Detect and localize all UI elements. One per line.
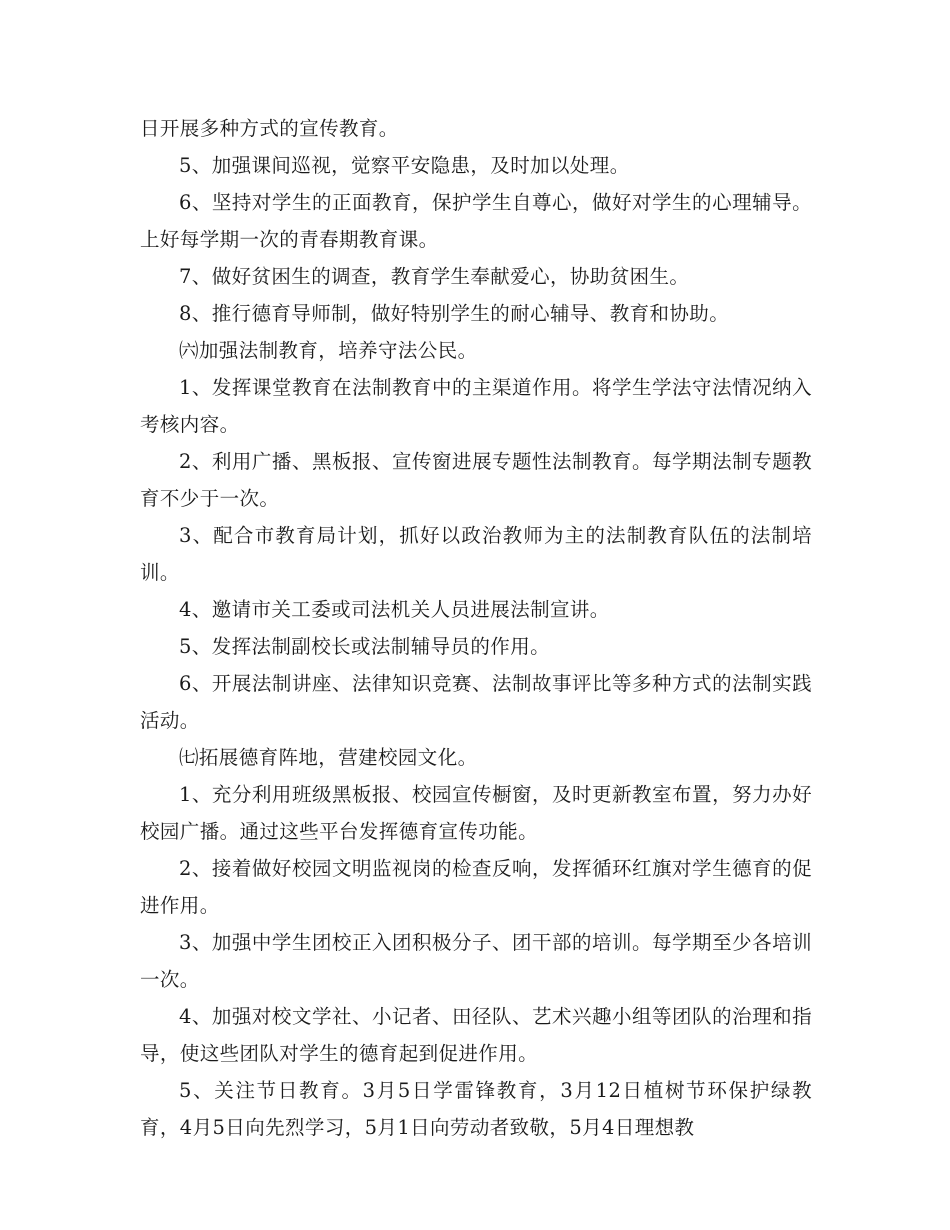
paragraph: ㈥加强法制教育，培养守法公民。 (179, 339, 478, 362)
paragraph: 6、坚持对学生的正面教育，保护学生自尊心，做好对学生的心理辅导。上好每学期一次的青春期教育课。 (140, 191, 812, 251)
document-body (140, 110, 812, 1146)
paragraph: 4、加强对校文学社、小记者、田径队、艺术兴趣小组等团队的治理和指导，使这些团队对学生的德育起到促进作用。 (140, 1005, 812, 1065)
paragraph: ㈦拓展德育阵地，营建校园文化。 (179, 746, 478, 769)
paragraph: 日开展多种方式的宣传教育。 (140, 117, 399, 140)
paragraph: 1、发挥课堂教育在法制教育中的主渠道作用。将学生学法守法情况纳入考核内容。 (140, 376, 812, 436)
paragraph: 5、发挥法制副校长或法制辅导员的作用。 (179, 635, 551, 658)
paragraph: 3、加强中学生团校正入团积极分子、团干部的培训。每学期至少各培训一次。 (140, 931, 812, 991)
paragraph: 8、推行德育导师制，做好特别学生的耐心辅导、教育和协助。 (179, 302, 730, 325)
paragraph: 1、充分利用班级黑板报、校园宣传橱窗，及时更新教室布置，努力办好校园广播。通过这些平台发挥德育宣传功能。 (140, 783, 812, 843)
paragraph: 2、利用广播、黑板报、宣传窗进展专题性法制教育。每学期法制专题教育不少于一次。 (140, 450, 812, 510)
paragraph: 7、做好贫困生的调查，教育学生奉献爱心，协助贫困生。 (179, 265, 690, 288)
paragraph: 4、邀请市关工委或司法机关人员进展法制宣讲。 (179, 598, 610, 621)
paragraph: 5、关注节日教育。3月5日学雷锋教育，3月12日植树节环保护绿教育，4月5日向先烈学习，5月1日向劳动者致敬，5月4日理想教 (140, 1079, 812, 1139)
paragraph: 6、开展法制讲座、法律知识竞赛、法制故事评比等多种方式的法制实践活动。 (140, 672, 812, 732)
paragraph: 3、配合市教育局计划，抓好以政治教师为主的法制教育队伍的法制培训。 (140, 524, 812, 584)
paragraph: 5、加强课间巡视，觉察平安隐患，及时加以处理。 (179, 154, 630, 177)
paragraph: 2、接着做好校园文明监视岗的检查反响，发挥循环红旗对学生德育的促进作用。 (140, 857, 812, 917)
